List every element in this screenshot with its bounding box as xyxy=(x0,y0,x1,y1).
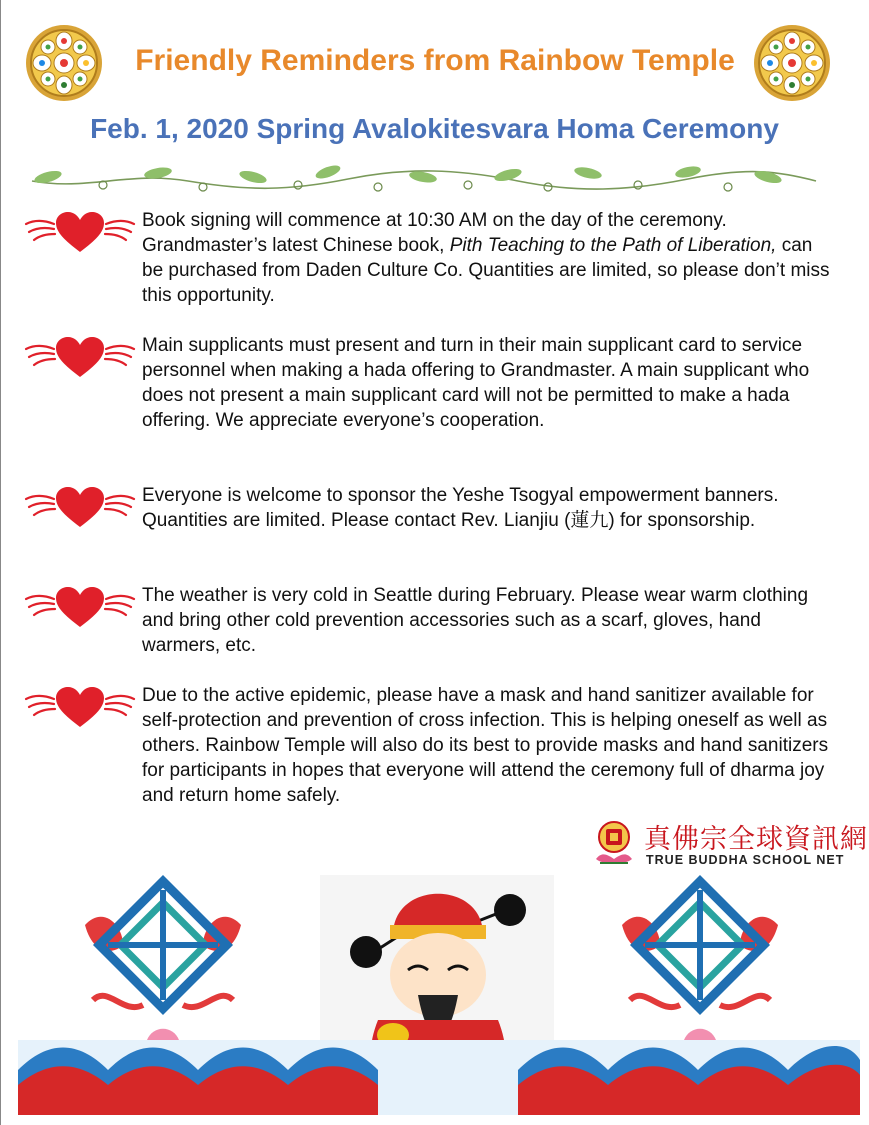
winged-heart-icon xyxy=(24,335,136,379)
wave-pattern xyxy=(18,1040,860,1115)
reminder-text: Main supplicants must present and turn in their main supplicant card to service personnel when making a hada offering to Grandmaster. A main supplicant who does not present a main supplicant card will not be permitted to make a hada offering. We appreciate everyone’s cooperation. xyxy=(142,335,810,431)
endless-knot-icon xyxy=(622,881,778,1046)
page-subtitle: Feb. 1, 2020 Spring Avalokitesvara Homa Ceremony xyxy=(90,113,779,144)
winged-heart-icon xyxy=(24,685,136,729)
tbs-seal-icon xyxy=(592,819,636,867)
winged-heart-icon xyxy=(24,585,136,629)
reminder-text: Due to the active epidemic, please have a mask and hand sanitizer available for self-protection and prevention of cross infection. This is helping oneself as well as others. Rainbow Temple will also do its best to provide masks and hand sanitizers for participants in hopes that everyone will attend the ceremony full of dharma joy and return home safely. xyxy=(142,685,829,806)
winged-heart-icon xyxy=(24,210,136,254)
tbs-chinese-name: 真佛宗全球資訊網 xyxy=(644,824,868,855)
bottom-decoration xyxy=(18,870,860,1115)
page-title: Friendly Reminders from Rainbow Temple xyxy=(135,44,735,77)
page-border xyxy=(0,0,1,1125)
reminder-text: The weather is very cold in Seattle during February. Please wear warm clothing and bring other cold prevention accessories such as a scarf, gloves, hand warmers, etc. xyxy=(142,585,809,656)
tbs-logo xyxy=(588,815,868,871)
winged-heart-icon xyxy=(24,485,136,529)
reminder-text: Book signing will commence at 10:30 AM on the day of the ceremony. Grandmaster’s latest Chinese book, Pith Teaching to the Path of Liberation, can be purchased from Daden Culture Co. Quantities are limited, so please don’t miss this opportunity. xyxy=(142,210,830,306)
book-title: Pith Teaching to the Path of Liberation, xyxy=(449,235,777,256)
lotus-emblem-icon xyxy=(24,23,104,103)
vine-divider-icon xyxy=(28,163,820,195)
tbs-english-name: TRUE BUDDHA SCHOOL NET xyxy=(646,853,845,867)
endless-knot-icon xyxy=(85,881,241,1046)
reminder-text: Everyone is welcome to sponsor the Yeshe Tsogyal empowerment banners. Quantities are limited. Please contact Rev. Lianjiu (蓮九) for sponsorship. xyxy=(142,485,779,531)
